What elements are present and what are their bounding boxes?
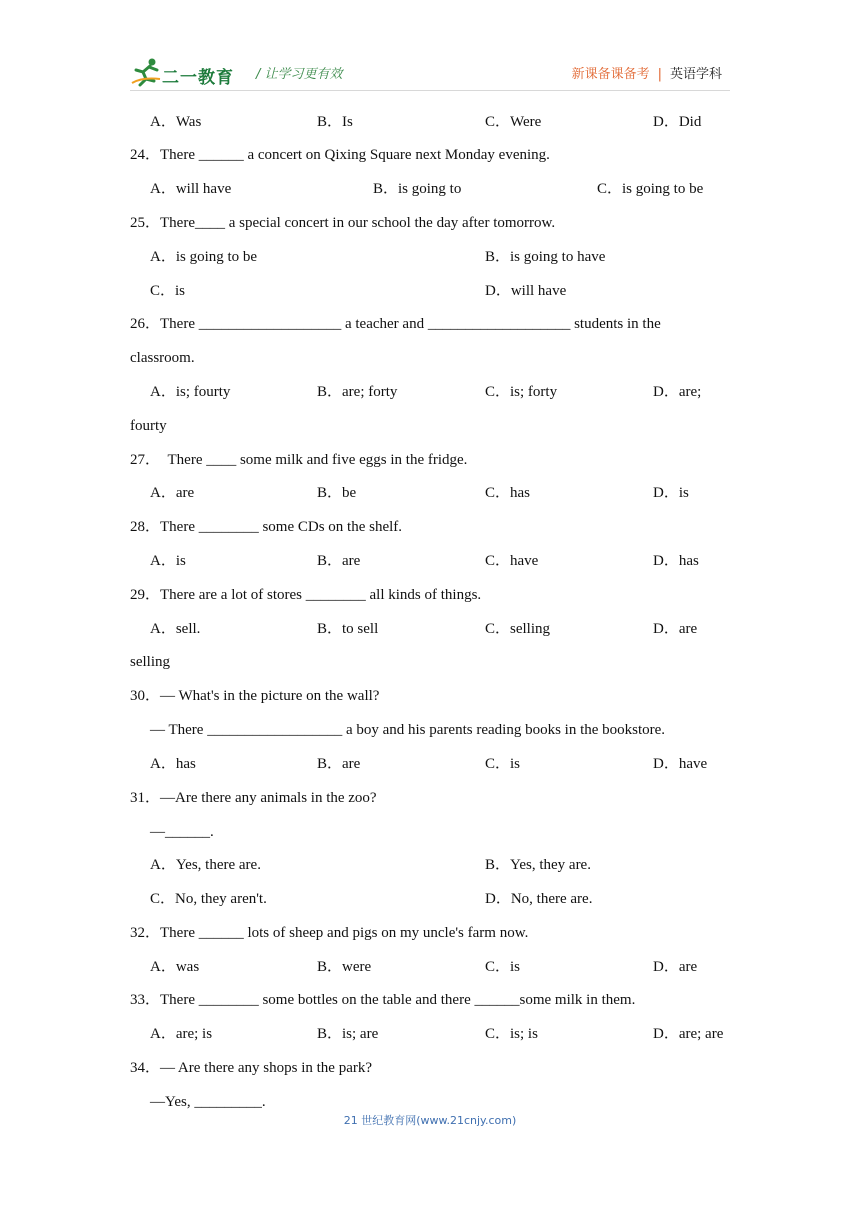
q31-stem-reply: —______.	[150, 824, 214, 840]
q30-option-a: A．has	[150, 756, 196, 772]
q23-option-a: A．Was	[150, 114, 202, 130]
q26-option-a: A．is; fourty	[150, 384, 231, 400]
header-separator: |	[657, 67, 662, 82]
page-header	[130, 55, 730, 91]
q28-option-a: A．is	[150, 553, 186, 569]
q27-option-a: A．are	[150, 485, 195, 501]
q29-option-d-wrap: selling	[130, 654, 170, 670]
q28-option-b: B．are	[317, 553, 361, 569]
q32-option-d: D．are	[653, 959, 698, 975]
q26-option-d: D．are;	[653, 384, 702, 400]
q26-option-d-wrap: fourty	[130, 418, 167, 434]
q26-option-c: C．is; forty	[485, 384, 558, 400]
q24-option-c: C．is going to be	[597, 181, 704, 197]
runner-logo-icon	[130, 57, 164, 87]
q31-option-a: A．Yes, there are.	[150, 857, 261, 873]
q31-option-b: B．Yes, they are.	[485, 857, 591, 873]
q29-stem: 29．There are a lot of stores ________ all kinds of things.	[130, 587, 482, 603]
q30-option-b: B．are	[317, 756, 361, 772]
q33-option-d: D．are; are	[653, 1026, 724, 1042]
q30-stem-reply: — There __________________ a boy and his parents reading books in the bookstore.	[150, 722, 666, 738]
q24-option-b: B．is going to	[373, 181, 462, 197]
brand-logo	[130, 57, 240, 89]
q27-stem: 27． There ____ some milk and five eggs in the fridge.	[130, 452, 468, 468]
q31-stem: 31．—Are there any animals in the zoo?	[130, 790, 377, 806]
q34-stem: 34．— Are there any shops in the park?	[130, 1060, 373, 1076]
q25-option-c: C．is	[150, 283, 186, 299]
q28-option-c: C．have	[485, 553, 539, 569]
header-divider	[130, 90, 730, 91]
q23-option-c: C．Were	[485, 114, 542, 130]
q34-stem-reply: —Yes, _________.	[150, 1094, 266, 1110]
q31-option-c: C．No, they aren't.	[150, 891, 267, 907]
q26-stem-continued: classroom.	[130, 350, 195, 366]
q33-option-c: C．is; is	[485, 1026, 538, 1042]
q30-option-c: C．is	[485, 756, 521, 772]
q24-option-a: A．will have	[150, 181, 232, 197]
q26-option-b: B．are; forty	[317, 384, 398, 400]
q31-option-d: D．No, there are.	[485, 891, 593, 907]
q32-option-a: A．was	[150, 959, 200, 975]
q30-option-d: D．have	[653, 756, 708, 772]
q27-option-c: C．has	[485, 485, 531, 501]
q29-option-a: A．sell.	[150, 621, 201, 637]
q33-option-a: A．are; is	[150, 1026, 213, 1042]
q30-stem: 30．— What's in the picture on the wall?	[130, 688, 380, 704]
q25-option-a: A．is going to be	[150, 249, 258, 265]
q25-stem: 25．There____ a special concert in our school the day after tomorrow.	[130, 215, 556, 231]
q26-stem: 26．There ___________________ a teacher and ___________________ students in the	[130, 316, 661, 332]
q33-stem: 33．There ________ some bottles on the table and there ______some milk in them.	[130, 992, 636, 1008]
q25-option-d: D．will have	[485, 283, 567, 299]
q29-option-b: B．to sell	[317, 621, 379, 637]
q27-option-b: B．be	[317, 485, 357, 501]
q23-option-b: B．Is	[317, 114, 353, 130]
q33-option-b: B．is; are	[317, 1026, 379, 1042]
header-course-label: 新课备课备考	[571, 67, 650, 82]
q28-option-d: D．has	[653, 553, 699, 569]
page-footer: 21 世纪教育网(www.21cnjy.com)	[343, 1114, 517, 1127]
header-subject-label: 英语学科	[669, 67, 722, 82]
header-subject	[572, 63, 722, 82]
q32-option-c: C．is	[485, 959, 521, 975]
q29-option-c: C．selling	[485, 621, 551, 637]
header-slogan: / 让学习更有效	[256, 67, 343, 82]
q27-option-d: D．is	[653, 485, 689, 501]
q25-option-b: B．is going to have	[485, 249, 606, 265]
q24-stem: 24．There ______ a concert on Qixing Square next Monday evening.	[130, 147, 550, 163]
q23-option-d: D．Did	[653, 114, 702, 130]
q32-stem: 32．There ______ lots of sheep and pigs on my uncle's farm now.	[130, 925, 529, 941]
q28-stem: 28．There ________ some CDs on the shelf.	[130, 519, 403, 535]
logo-text: 二一教育	[162, 68, 234, 88]
q32-option-b: B．were	[317, 959, 372, 975]
q29-option-d: D．are	[653, 621, 698, 637]
